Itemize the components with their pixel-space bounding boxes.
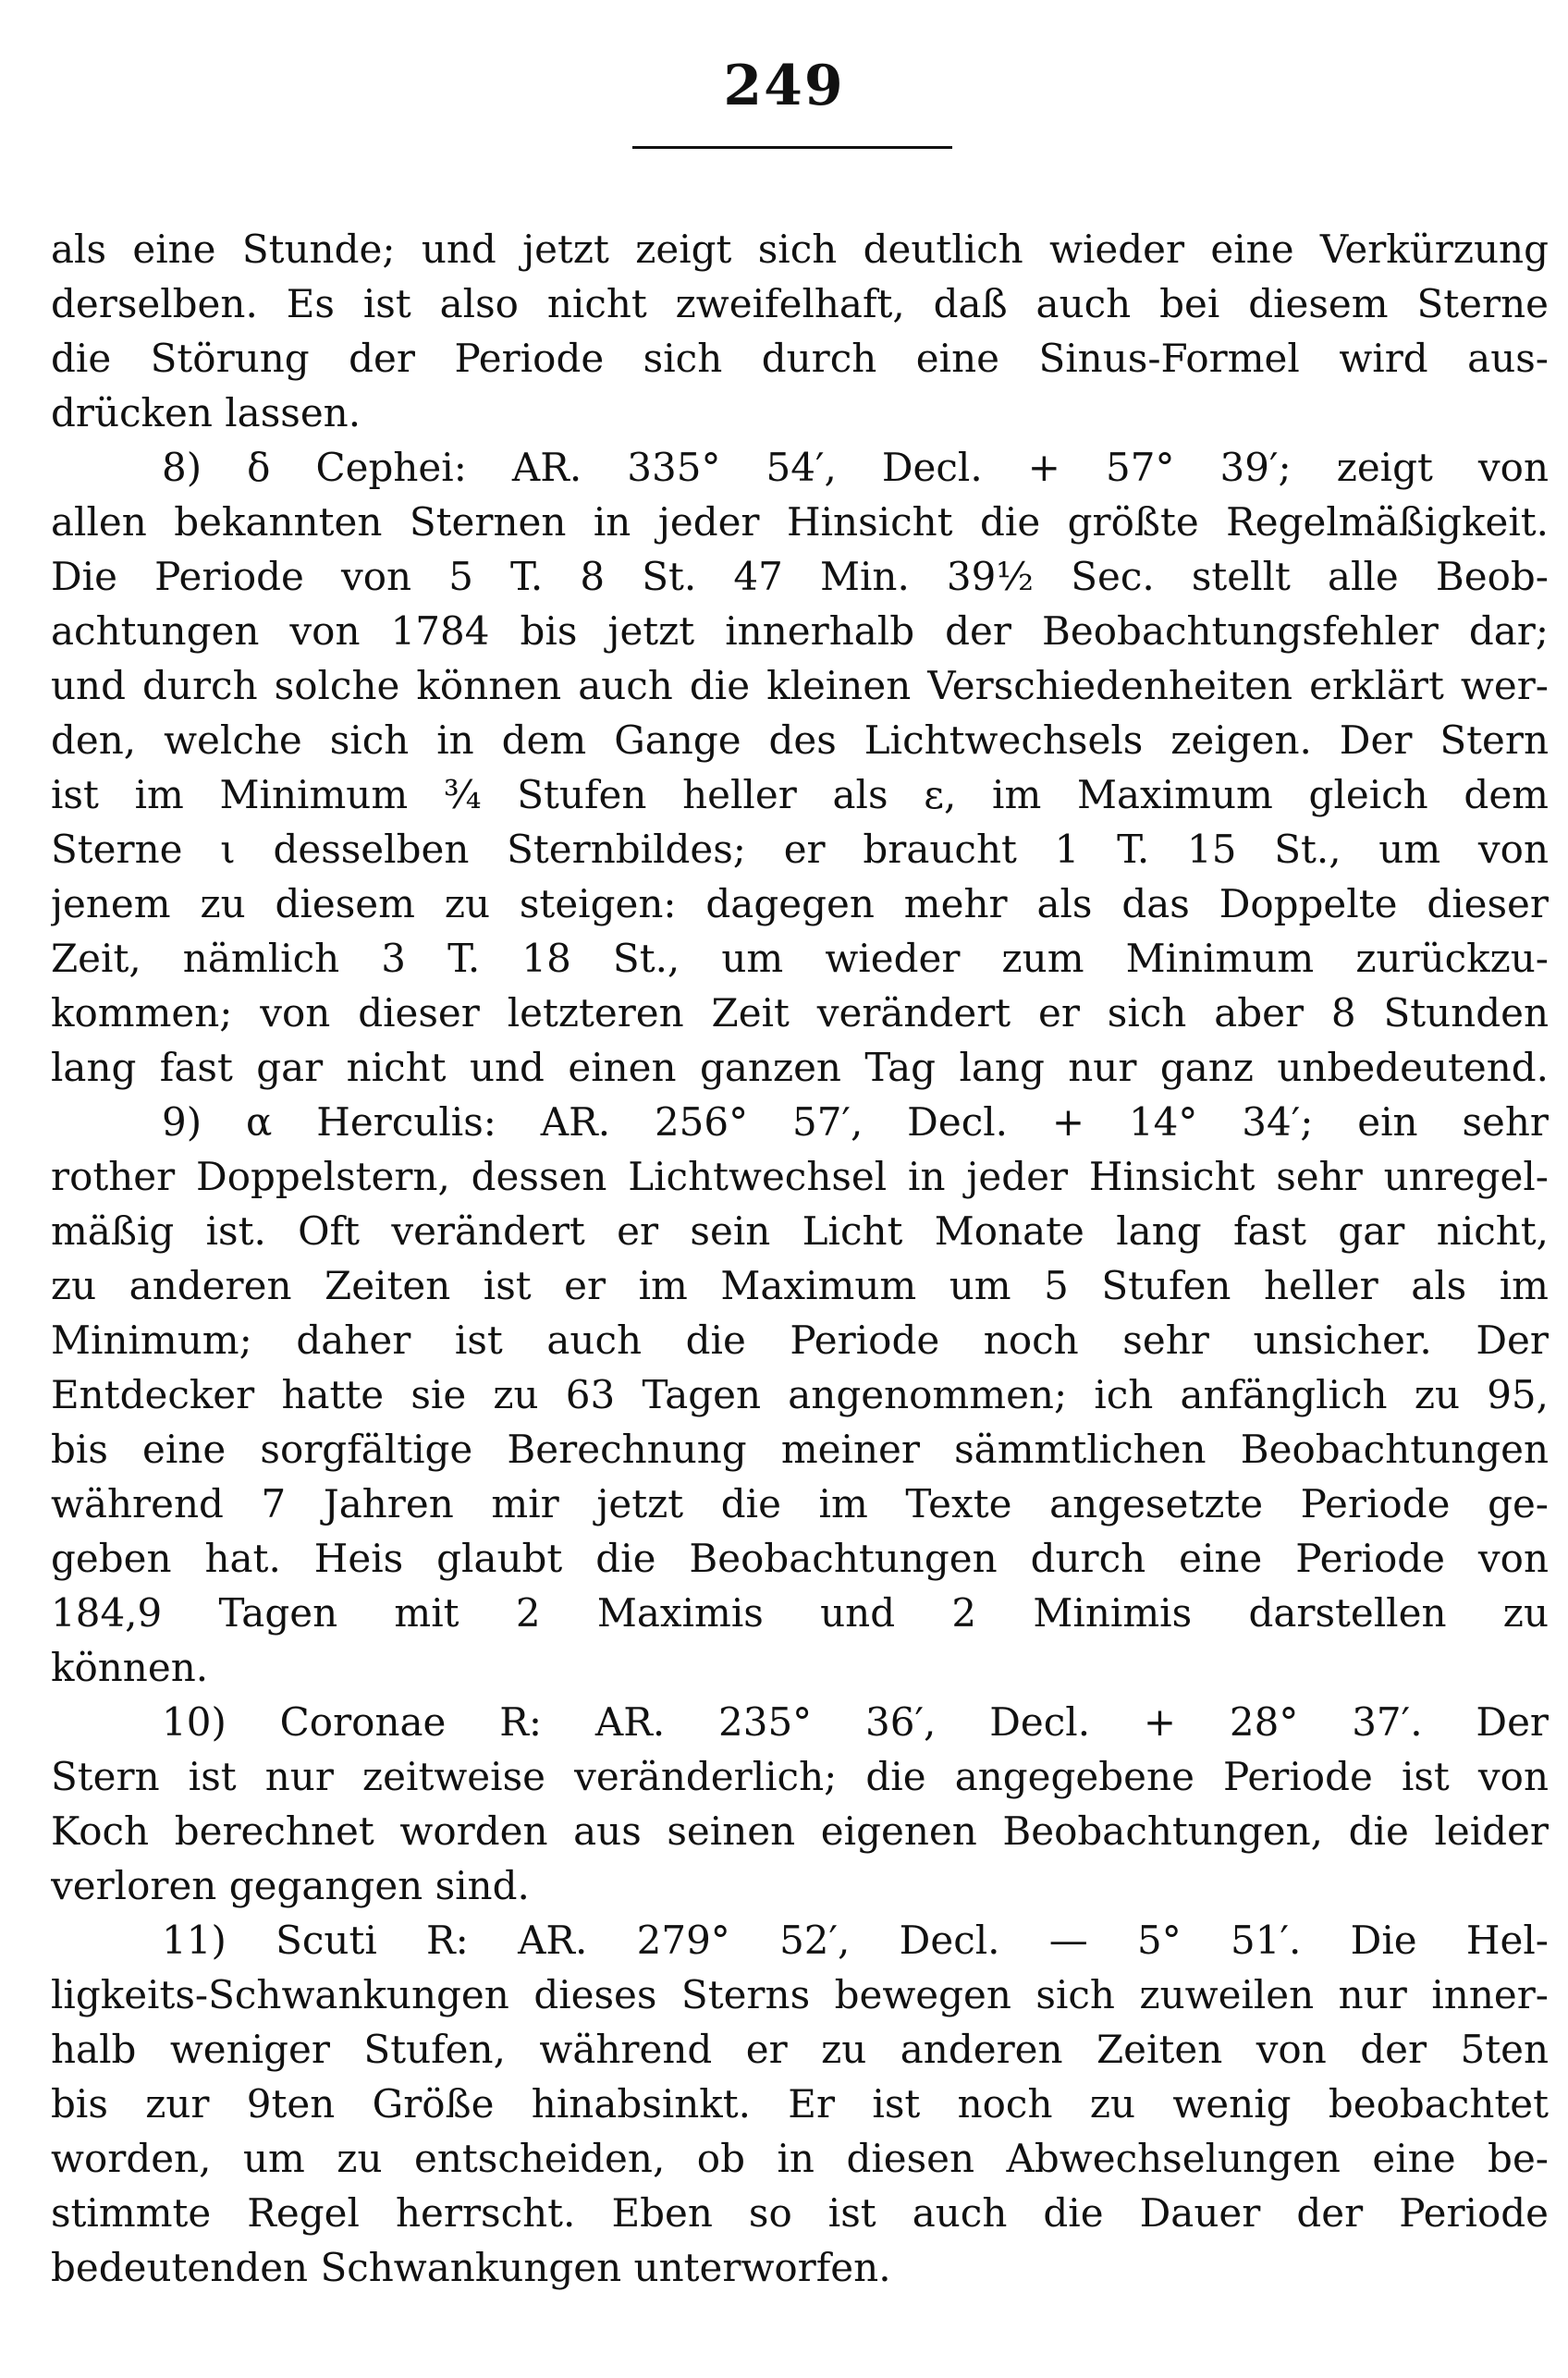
header-rule xyxy=(632,146,952,149)
text-line: allen bekannten Sternen in jeder Hinsicht die größte Regelmäßigkeit. xyxy=(51,499,1549,545)
text-line: Stern ist nur zeitweise veränderlich; die angegebene Periode ist von xyxy=(51,1754,1549,1799)
text-line: jenem zu diesem zu steigen: dagegen mehr als das Doppelte dieser xyxy=(51,881,1549,926)
text-line: verloren gegangen sind. xyxy=(51,1863,530,1908)
text-line: Zeit, nämlich 3 T. 18 St., um wieder zum Minimum zurückzu- xyxy=(51,936,1549,981)
text-line: rother Doppelstern, dessen Lichtwechsel in jeder Hinsicht sehr unregel- xyxy=(51,1154,1549,1199)
text-line: die Störung der Periode sich durch eine Sinus-Formel wird aus- xyxy=(51,336,1549,381)
text-line: bis eine sorgfältige Berechnung meiner sämmtlichen Beobachtungen xyxy=(51,1427,1549,1472)
text-line: 8) δ Cephei: AR. 335° 54′, Decl. + 57° 39′; zeigt von xyxy=(162,445,1549,490)
text-line: worden, um zu entscheiden, ob in diesen Abwechselungen eine be- xyxy=(51,2136,1549,2181)
text-line: geben hat. Heis glaubt die Beobachtungen durch eine Periode von xyxy=(51,1536,1549,1581)
text-line: ist im Minimum ¾ Stufen heller als ε, im Maximum gleich dem xyxy=(51,772,1549,817)
text-line: 11) Scuti R: AR. 279° 52′, Decl. — 5° 51′. Die Hel- xyxy=(162,1918,1549,1963)
text-line: den, welche sich in dem Gange des Lichtwechsels zeigen. Der Stern xyxy=(51,717,1549,763)
text-line: drücken lassen. xyxy=(51,390,361,435)
text-line: als eine Stunde; und jetzt zeigt sich deutlich wieder eine Verkürzung xyxy=(51,227,1549,272)
text-line: achtungen von 1784 bis jetzt innerhalb der Beobachtungsfehler dar; xyxy=(51,608,1549,654)
text-line: halb weniger Stufen, während er zu anderen Zeiten von der 5ten xyxy=(51,2027,1549,2072)
text-line: Die Periode von 5 T. 8 St. 47 Min. 39½ Sec. stellt alle Beob- xyxy=(51,554,1549,599)
page-number: 249 xyxy=(723,54,845,118)
text-line: Minimum; daher ist auch die Periode noch sehr unsicher. Der xyxy=(51,1318,1549,1363)
text-line: kommen; von dieser letzteren Zeit verändert er sich aber 8 Stunden xyxy=(51,990,1549,1036)
text-line: Koch berechnet worden aus seinen eigenen Beobachtungen, die leider xyxy=(51,1808,1549,1854)
text-line: bedeutenden Schwankungen unterworfen. xyxy=(51,2245,891,2290)
text-line: 9) α Herculis: AR. 256° 57′, Decl. + 14° 34′; ein sehr xyxy=(162,1099,1549,1145)
text-line: Sterne ι desselben Sternbildes; er braucht 1 T. 15 St., um von xyxy=(51,827,1549,872)
body-text xyxy=(51,222,1549,2295)
text-line: zu anderen Zeiten ist er im Maximum um 5 Stufen heller als im xyxy=(51,1263,1549,1308)
text-line: ligkeits-Schwankungen dieses Sterns bewegen sich zuweilen nur inner- xyxy=(51,1972,1549,2017)
text-line: stimmte Regel herrscht. Eben so ist auch die Dauer der Periode xyxy=(51,2190,1549,2236)
text-line: Entdecker hatte sie zu 63 Tagen angenommen; ich anfänglich zu 95, xyxy=(51,1372,1549,1417)
text-line: 184,9 Tagen mit 2 Maximis und 2 Minimis darstellen zu xyxy=(51,1590,1549,1636)
text-line: 10) Coronae R: AR. 235° 36′, Decl. + 28° 37′. Der xyxy=(162,1699,1549,1745)
text-line: können. xyxy=(51,1645,209,1690)
text-line: derselben. Es ist also nicht zweifelhaft, daß auch bei diesem Sterne xyxy=(51,281,1549,326)
text-line: lang fast gar nicht und einen ganzen Tag lang nur ganz unbedeutend. xyxy=(51,1045,1549,1090)
text-line: während 7 Jahren mir jetzt die im Texte angesetzte Periode ge- xyxy=(51,1481,1549,1526)
text-line: und durch solche können auch die kleinen Verschiedenheiten erklärt wer- xyxy=(51,663,1549,708)
text-line: mäßig ist. Oft verändert er sein Licht Monate lang fast gar nicht, xyxy=(51,1208,1549,1254)
text-line: bis zur 9ten Größe hinabsinkt. Er ist noch zu wenig beobachtet xyxy=(51,2081,1549,2127)
